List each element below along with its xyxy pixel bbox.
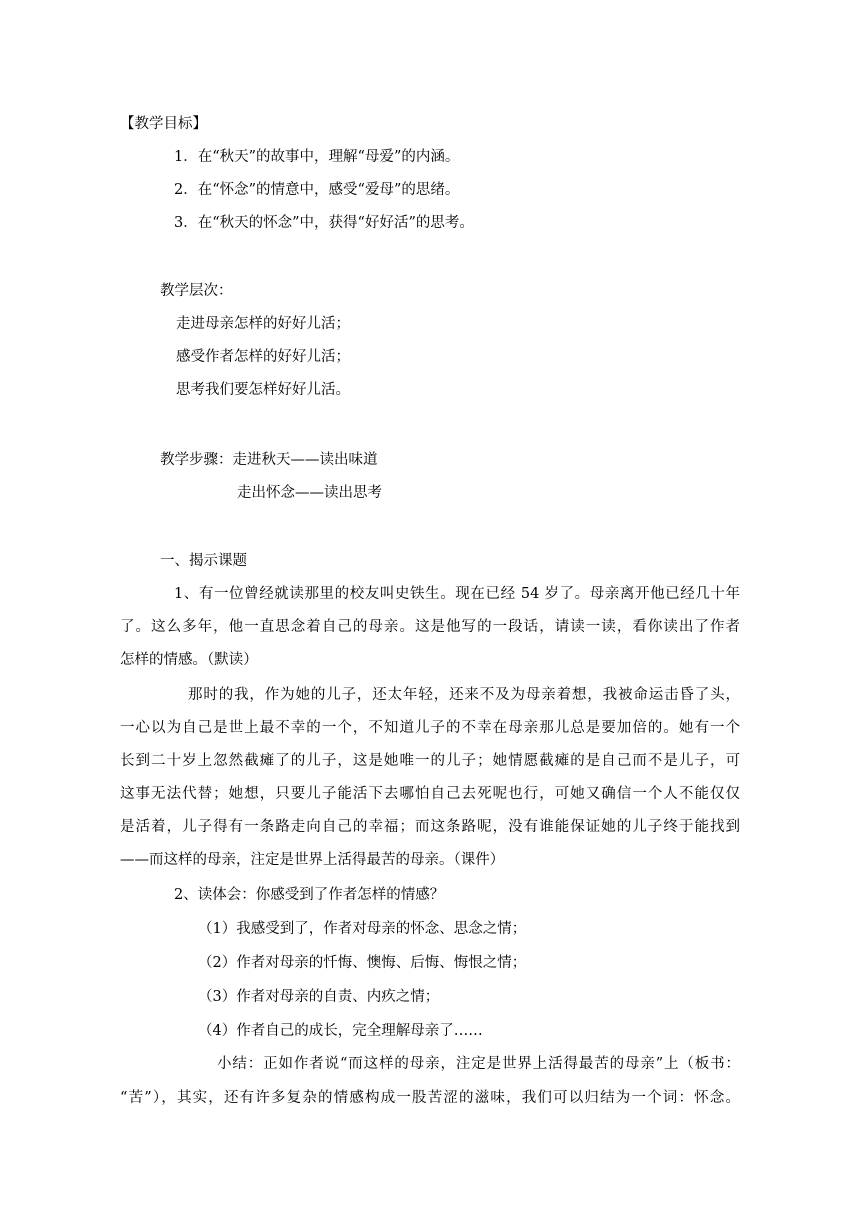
paragraph-line: 怎样的情感。（默读） <box>120 652 258 668</box>
question-2: 2、读体会：你感受到了作者怎样的情感？ <box>174 887 445 903</box>
answer-item-1: （1）我感受到了，作者对母亲的怀念、思念之情； <box>198 921 527 937</box>
quote-line: 这事无法代替；她想，只要儿子能活下去哪怕自己去死呢也行，可她又确信一个人不能仅仅 <box>120 786 740 802</box>
level-item-2: 感受作者怎样的好好儿活； <box>176 349 350 365</box>
objective-item-3: 3．在“秋天的怀念”中，获得“好好活”的思考。 <box>174 215 474 231</box>
steps-line-1: 教学步骤：走进秋天——读出味道 <box>160 452 378 468</box>
paragraph-line: 1、有一位曾经就读那里的校友叫史铁生。现在已经 54 岁了。母亲离开他已经几十年 <box>174 586 740 602</box>
quote-line: 是活着，儿子得有一条路走向自己的幸福；而这条路呢，没有谁能保证她的儿子终于能找到 <box>120 819 740 835</box>
objective-item-2: 2．在“怀念”的情意中，感受“爱母”的思绪。 <box>174 182 460 198</box>
objective-item-1: 1．在“秋天”的故事中，理解“母爱”的内涵。 <box>174 149 460 165</box>
answer-item-3: （3）作者对母亲的自责、内疚之情； <box>198 989 440 1005</box>
objectives-heading: 【教学目标】 <box>120 116 207 132</box>
quote-line: 一心以为自己是世上最不幸的一个，不知道儿子的不幸在母亲那儿总是要加倍的。她有一个 <box>120 720 740 736</box>
quote-line: ——而这样的母亲，注定是世界上活得最苦的母亲。（课件） <box>120 852 505 868</box>
level-item-1: 走进母亲怎样的好好儿活； <box>176 316 350 332</box>
summary-line: “苦”），其实，还有许多复杂的情感构成一股苦涩的滋味，我们可以归结为一个词：怀念。 <box>120 1090 740 1106</box>
paragraph-line: 了。这么多年，他一直思念着自己的母亲。这是他写的一段话，请读一读，看你读出了作者 <box>120 619 740 635</box>
quote-line: 那时的我，作为她的儿子，还太年轻，还来不及为母亲着想，我被命运击昏了头， <box>188 687 740 703</box>
answer-item-4: （4）作者自己的成长，完全理解母亲了…… <box>198 1023 483 1039</box>
level-item-3: 思考我们要怎样好好儿活。 <box>176 382 350 398</box>
steps-line-2: 走出怀念——读出思考 <box>237 485 382 501</box>
answer-item-2: （2）作者对母亲的忏悔、懊悔、后悔、悔恨之情； <box>198 955 527 971</box>
levels-heading: 教学层次： <box>160 283 233 299</box>
section-title: 一、揭示课题 <box>160 553 247 569</box>
summary-line: 小结：正如作者说“而这样的母亲，注定是世界上活得最苦的母亲”上（板书： <box>217 1056 740 1072</box>
quote-line: 长到二十岁上忽然截瘫了的儿子，这是她唯一的儿子；她情愿截瘫的是自己而不是儿子，可 <box>120 753 740 769</box>
